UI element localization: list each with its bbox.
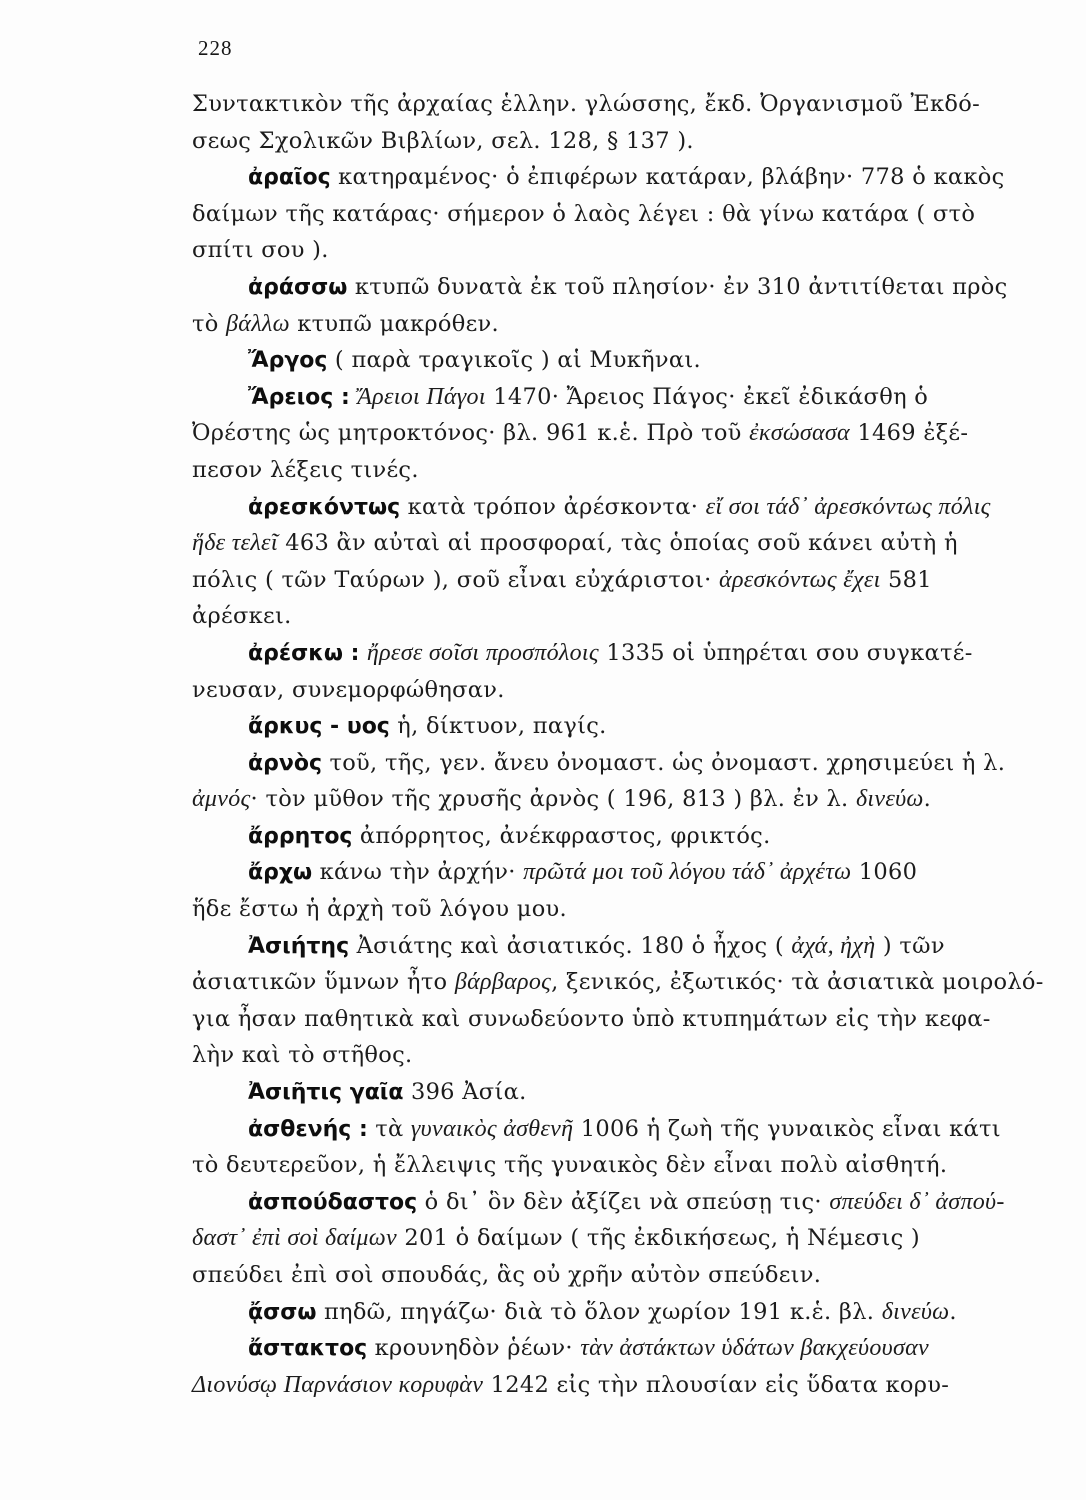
quoted-text: ἀχά, ἠχὴ bbox=[791, 932, 876, 959]
text-line bbox=[192, 525, 1022, 562]
entry-headword: ἀρέσκω : bbox=[248, 640, 360, 666]
body-text: 463 ἂν αὐταὶ αἱ προσφοραί, τὰς ὁποίας σοῦ κάνει αὐτὴ ἡ bbox=[277, 530, 958, 557]
body-text: σεως Σχολικῶν Βιβλίων, σελ. 128, § 137 ). bbox=[192, 127, 694, 154]
body-text: . bbox=[949, 1298, 957, 1325]
body-text: Ἀσιάτης καὶ ἀσιατικός. 180 ὁ ἦχος ( bbox=[349, 932, 792, 959]
body-text: 1469 ἐξέ- bbox=[849, 420, 969, 447]
quoted-text: δαστ᾽ ἐπὶ σοὶ δαίμων bbox=[192, 1225, 397, 1252]
dictionary-text-body bbox=[192, 86, 1044, 1403]
text-line bbox=[192, 1074, 1022, 1111]
text-line bbox=[192, 1184, 1022, 1221]
body-text: τοῦ, τῆς, γεν. ἄνευ ὀνομαστ. ὡς ὀνομαστ. χρησιμεύει ἡ λ. bbox=[322, 749, 1006, 776]
text-line bbox=[192, 1294, 1022, 1331]
text-line bbox=[192, 1037, 1022, 1074]
text-line bbox=[192, 379, 1022, 416]
entry-headword: ἀρνὸς bbox=[248, 750, 323, 776]
entry-headword: ἄστακτος bbox=[248, 1336, 368, 1362]
entry-headword: ἀράσσω bbox=[248, 274, 348, 300]
text-line bbox=[192, 1257, 1022, 1294]
body-text: κτυπῶ δυνατὰ ἐκ τοῦ πλησίον· ἐν 310 ἀντιτίθεται πρὸς bbox=[347, 273, 1008, 300]
body-text: λὴν καὶ τὸ στῆθος. bbox=[192, 1042, 413, 1069]
entry-headword: ᾄσσω bbox=[248, 1299, 317, 1325]
quoted-text: βάλλω bbox=[226, 310, 290, 337]
entry-headword: ἀσπούδαστος bbox=[248, 1189, 418, 1215]
entry-headword: ἀρεσκόντως bbox=[248, 494, 401, 520]
text-line bbox=[192, 489, 1022, 526]
quoted-text: Διονύσῳ Παρνάσιον κορυφὰν bbox=[192, 1371, 484, 1398]
text-line bbox=[192, 232, 1022, 269]
text-line bbox=[192, 196, 1022, 233]
body-text: ἀπόρρητος, ἀνέκφραστος, φρικτός. bbox=[352, 822, 771, 849]
body-text: σπίτι σου ). bbox=[192, 237, 329, 264]
entry-headword: Ἄρειος : bbox=[248, 384, 350, 410]
body-text: ὁ δι᾽ ὃν δὲν ἀξίζει νὰ σπεύσῃ τις· bbox=[417, 1188, 830, 1215]
body-text: τὸ bbox=[192, 310, 227, 337]
body-text: πηδῶ, πηγάζω· διὰ τὸ ὅλον χωρίον 191 κ.ἑ. βλ. bbox=[316, 1298, 882, 1325]
body-text: 396 Ἀσία. bbox=[403, 1079, 527, 1106]
body-text: τὸ δευτερεῦον, ἡ ἔλλειψις τῆς γυναικὸς δὲν εἶναι πολὺ αἰσθητή. bbox=[192, 1152, 948, 1179]
body-text: ἥδε ἔστω ἡ ἀρχὴ τοῦ λόγου μου. bbox=[192, 896, 567, 923]
body-text: Ὀρέστης ὡς μητροκτόνος· βλ. 961 κ.ἑ. Πρὸ τοῦ bbox=[192, 420, 750, 447]
body-text: 1242 εἰς τὴν πλουσίαν εἰς ὕδατα κορυ- bbox=[483, 1371, 950, 1398]
quoted-text: δινεύω bbox=[881, 1298, 950, 1325]
body-text: 1006 ἡ ζωὴ τῆς γυναικὸς εἶναι κάτι bbox=[573, 1115, 1001, 1142]
body-text: κατὰ τρόπον ἀρέσκοντα· bbox=[400, 493, 706, 520]
text-line bbox=[192, 1147, 1022, 1184]
body-text: νευσαν, συνεμορφώθησαν. bbox=[192, 676, 505, 703]
body-text: για ἦσαν παθητικὰ καὶ συνωδεύοντο ὑπὸ κτυπημάτων εἰς τὴν κεφα- bbox=[192, 1005, 991, 1032]
text-line bbox=[192, 964, 1044, 1001]
body-text: ( παρὰ τραγικοῖς ) αἱ Μυκῆναι. bbox=[327, 347, 701, 374]
body-text: κρουνηδὸν ῥέων· bbox=[367, 1335, 581, 1362]
entry-headword: ἄρρητος bbox=[248, 823, 353, 849]
entry-headword: Ἀσιήτης bbox=[248, 933, 350, 959]
text-line bbox=[192, 562, 1022, 599]
text-line bbox=[192, 598, 1022, 635]
quoted-text: ἥδε τελεῖ bbox=[192, 530, 278, 557]
quoted-text: γυναικὸς ἀσθενῆ bbox=[410, 1115, 574, 1142]
body-text: δαίμων τῆς κατάρας· σήμερον ὁ λαὸς λέγει : θὰ γίνω κατάρα ( στὸ bbox=[192, 200, 976, 227]
text-line bbox=[192, 745, 1022, 782]
text-line bbox=[192, 1001, 1022, 1038]
quoted-text: σπεύδει δ᾽ ἀσπού- bbox=[829, 1188, 1005, 1215]
body-text: κατηραμένος· ὁ ἐπιφέρων κατάραν, βλάβην· 778 ὁ κακὸς bbox=[330, 164, 1005, 191]
body-text: 1470· Ἄρειος Πάγος· ἐκεῖ ἐδικάσθη ὁ bbox=[485, 383, 929, 410]
body-text: τὰ bbox=[367, 1115, 411, 1142]
entry-headword: ἄρχω bbox=[248, 860, 313, 886]
body-text: 1335 οἱ ὑπηρέται σου συγκατέ- bbox=[598, 639, 973, 666]
quoted-text: βάρβαρος bbox=[454, 969, 552, 996]
entry-headword: Ἄργος bbox=[248, 348, 328, 374]
text-line bbox=[192, 1220, 1022, 1257]
text-line bbox=[192, 342, 1022, 379]
body-text: ἡ, δίκτυον, παγίς. bbox=[389, 713, 607, 740]
text-line bbox=[192, 159, 1022, 196]
quoted-text: δινεύω bbox=[855, 786, 924, 813]
entry-headword: Ἀσιῆτις γαῖα bbox=[248, 1080, 404, 1106]
entry-headword: ἄρκυς - υος bbox=[248, 714, 390, 740]
quoted-text: εἴ σοι τάδ᾽ ἀρεσκόντως πόλις bbox=[705, 493, 991, 520]
body-text: ἀρέσκει. bbox=[192, 603, 292, 630]
text-line bbox=[192, 415, 1022, 452]
text-line bbox=[192, 306, 1022, 343]
body-text: κάνω τὴν ἀρχήν· bbox=[312, 859, 524, 886]
text-line bbox=[192, 891, 1022, 928]
body-text: πεσον λέξεις τινές. bbox=[192, 456, 419, 483]
body-text: κτυπῶ μακρόθεν. bbox=[289, 310, 499, 337]
quoted-text: πρῶτά μοι τοῦ λόγου τάδ᾽ ἀρχέτω bbox=[523, 859, 852, 886]
body-text: ἀσιατικῶν ὕμνων ἦτο bbox=[192, 969, 455, 996]
entry-headword: ἀσθενής : bbox=[248, 1116, 368, 1142]
quoted-text: ἀρεσκόντως ἔχει bbox=[719, 566, 881, 593]
body-text: 1060 bbox=[851, 859, 918, 886]
text-line bbox=[192, 86, 1022, 123]
body-text: ) τῶν bbox=[875, 932, 945, 959]
quoted-text: ἤρεσε σοῖσι προσπόλοις bbox=[366, 639, 599, 666]
body-text: 581 bbox=[880, 566, 932, 593]
quoted-text: ἀμνός bbox=[192, 786, 251, 813]
body-text: 201 ὁ δαίμων ( τῆς ἐκδικήσεως, ἡ Νέμεσις ) bbox=[396, 1225, 920, 1252]
text-line bbox=[192, 1111, 1022, 1148]
text-line bbox=[192, 928, 1022, 965]
text-line bbox=[192, 1367, 1022, 1404]
body-text: πόλις ( τῶν Ταύρων ), σοῦ εἶναι εὐχάριστοι· bbox=[192, 566, 720, 593]
quoted-text: ἐκσώσασα bbox=[749, 420, 850, 447]
body-text: . bbox=[923, 786, 932, 813]
page-number: 228 bbox=[198, 36, 233, 60]
body-text: , ξενικός, ἐξωτικός· τὰ ἀσιατικὰ μοιρολό- bbox=[551, 969, 1044, 996]
text-line bbox=[192, 269, 1022, 306]
body-text: · τὸν μῦθον τῆς χρυσῆς ἀρνὸς ( 196, 813 ) βλ. ἐν λ. bbox=[250, 786, 856, 813]
quoted-text: τὰν ἀστάκτων ὑδάτων βακχεύουσαν bbox=[580, 1335, 929, 1362]
text-line bbox=[192, 781, 1022, 818]
body-text bbox=[359, 640, 366, 666]
body-text: σπεύδει ἐπὶ σοὶ σπουδάς, ἃς οὐ χρῆν αὐτὸν σπεύδειν. bbox=[192, 1262, 822, 1288]
text-line bbox=[192, 635, 1022, 672]
text-line bbox=[192, 452, 1022, 489]
quoted-text: Ἄρειοι Πάγοι bbox=[357, 383, 486, 410]
text-line bbox=[192, 854, 1022, 891]
text-line bbox=[192, 818, 1022, 855]
entry-headword: ἀραῖος bbox=[248, 165, 331, 191]
text-line bbox=[192, 708, 1022, 745]
text-line bbox=[192, 123, 1022, 160]
text-line bbox=[192, 672, 1022, 709]
body-text: Συντακτικὸν τῆς ἀρχαίας ἑλλην. γλώσσης, ἔκδ. Ὀργανισμοῦ Ἐκδό- bbox=[192, 91, 981, 117]
text-line bbox=[192, 1330, 1022, 1367]
